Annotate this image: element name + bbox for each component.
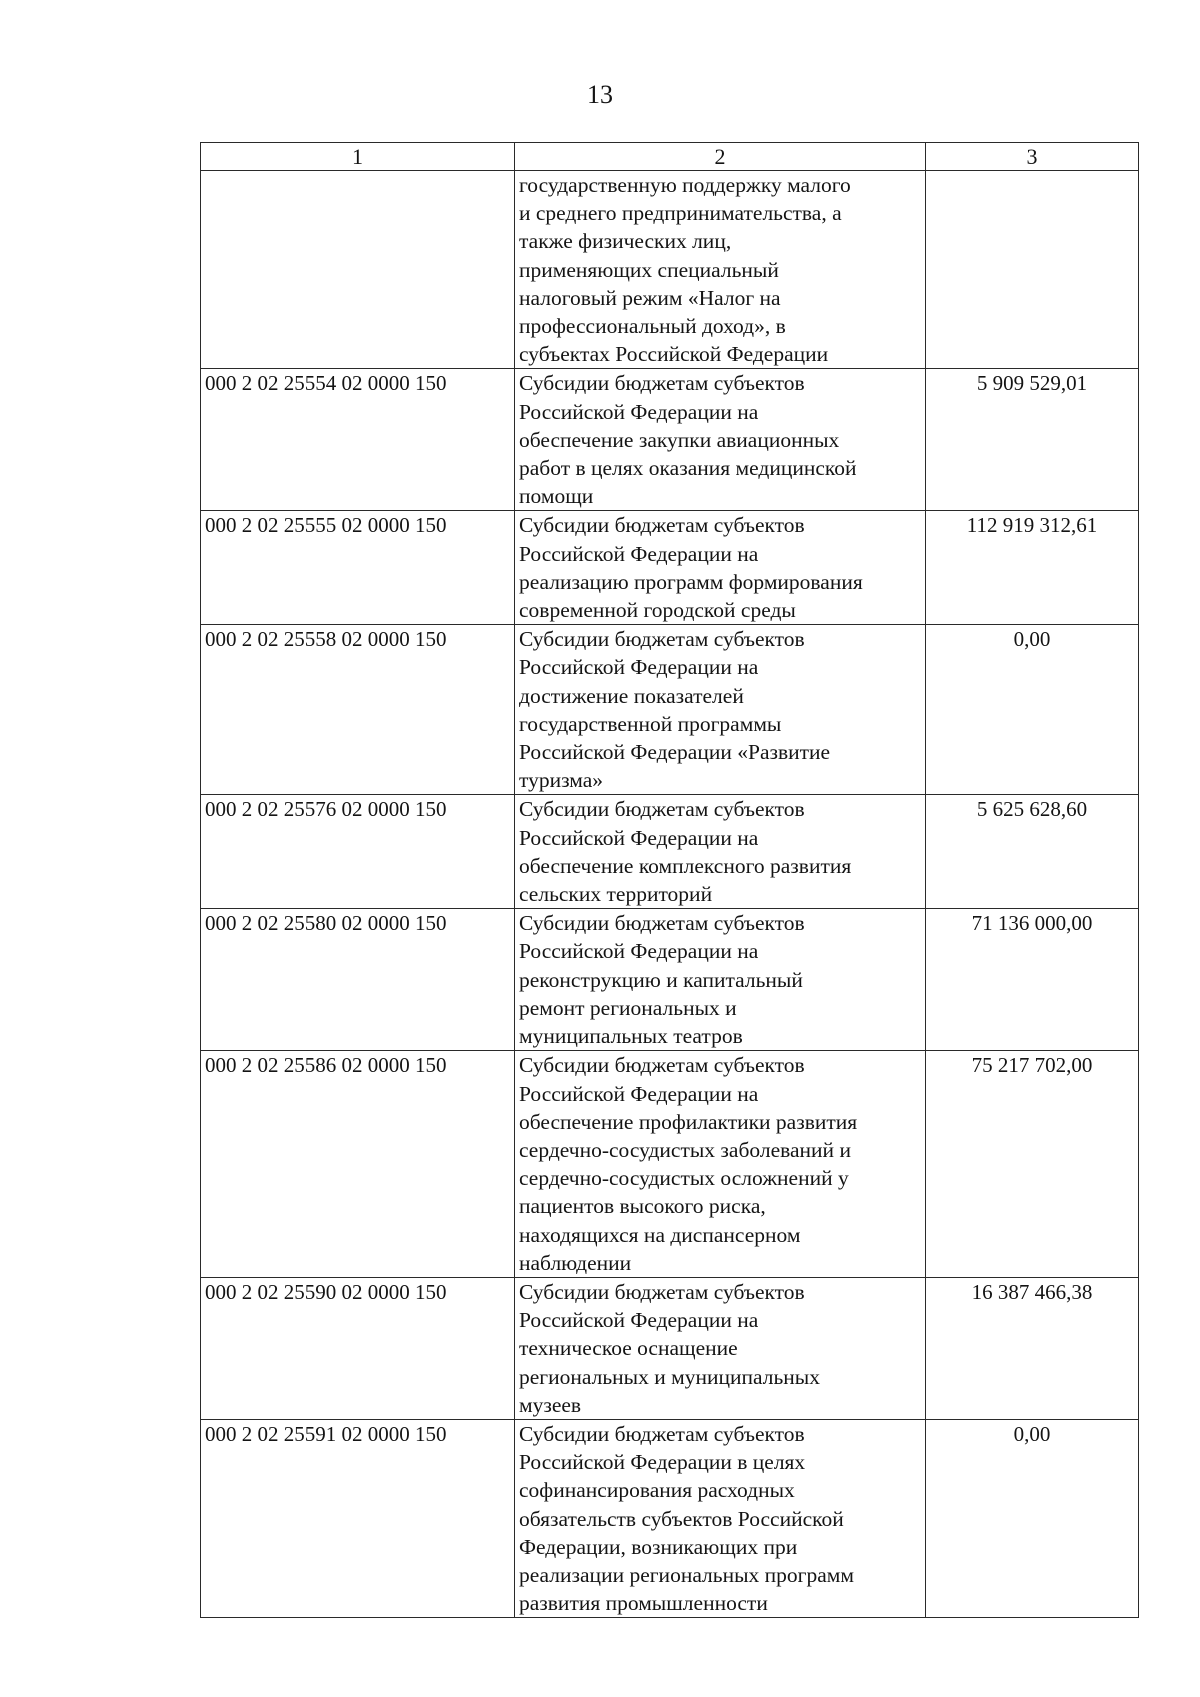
amount-value: 71 136 000,00 bbox=[926, 909, 1139, 1051]
description-line: государственную поддержку малого bbox=[519, 173, 851, 197]
revenue-description bbox=[515, 909, 926, 1051]
description-line: туризма» bbox=[519, 768, 604, 793]
classification-code: 000 2 02 25555 02 0000 150 bbox=[201, 511, 515, 625]
description-line: налоговый режим «Налог на bbox=[519, 285, 781, 310]
description-line: и среднего предпринимательства, а bbox=[519, 201, 842, 226]
description-line: муниципальных театров bbox=[519, 1024, 743, 1049]
description-line: Российской Федерации на bbox=[519, 825, 759, 850]
description-line: пациентов высокого риска, bbox=[519, 1194, 766, 1219]
table-row bbox=[201, 511, 1139, 625]
description-line: Российской Федерации на bbox=[519, 655, 759, 680]
description-line: Субсидии бюджетам субъектов bbox=[519, 797, 805, 822]
description-line: Российской Федерации на bbox=[519, 1308, 759, 1333]
description-line: обязательств субъектов Российской bbox=[519, 1506, 844, 1531]
revenue-description bbox=[515, 171, 926, 369]
description-line: субъектах Российской Федерации bbox=[519, 342, 829, 367]
table-header-row bbox=[201, 143, 1139, 171]
table-row bbox=[201, 909, 1139, 1051]
description-line: сердечно-сосудистых осложнений у bbox=[519, 1166, 849, 1191]
description-line: Субсидии бюджетам субъектов bbox=[519, 911, 805, 936]
table-body bbox=[201, 171, 1139, 1618]
description-line: музеев bbox=[519, 1392, 582, 1417]
description-line: также физических лиц, bbox=[519, 229, 732, 254]
description-line: обеспечение комплексного развития bbox=[519, 853, 852, 878]
table-row bbox=[201, 795, 1139, 909]
description-line: реконструкцию и капитальный bbox=[519, 967, 803, 992]
table-row bbox=[201, 1277, 1139, 1419]
description-line: применяющих специальный bbox=[519, 257, 779, 282]
description-line: реализацию программ формирования bbox=[519, 569, 863, 594]
description-line: сердечно-сосудистых заболеваний и bbox=[519, 1137, 851, 1162]
amount-value bbox=[926, 171, 1139, 369]
description-line: наблюдении bbox=[519, 1250, 632, 1275]
description-line: достижение показателей bbox=[519, 683, 744, 708]
description-line: Российской Федерации на bbox=[519, 541, 759, 566]
description-line: ремонт региональных и bbox=[519, 995, 737, 1020]
table-row bbox=[201, 625, 1139, 795]
amount-value: 16 387 466,38 bbox=[926, 1277, 1139, 1419]
classification-code: 000 2 02 25558 02 0000 150 bbox=[201, 625, 515, 795]
revenue-description bbox=[515, 369, 926, 511]
budget-revenue-table bbox=[200, 142, 1139, 1618]
description-line: работ в целях оказания медицинской bbox=[519, 456, 857, 481]
amount-value: 0,00 bbox=[926, 1419, 1139, 1617]
classification-code bbox=[201, 171, 515, 369]
amount-value: 5 625 628,60 bbox=[926, 795, 1139, 909]
description-line: развития промышленности bbox=[519, 1591, 768, 1616]
description-line: сельских территорий bbox=[519, 882, 713, 907]
description-line: обеспечение профилактики развития bbox=[519, 1109, 858, 1134]
description-line: техническое оснащение bbox=[519, 1336, 738, 1361]
description-line: региональных и муниципальных bbox=[519, 1364, 820, 1389]
description-line: современной городской среды bbox=[519, 598, 796, 623]
classification-code: 000 2 02 25591 02 0000 150 bbox=[201, 1419, 515, 1617]
table-row bbox=[201, 1051, 1139, 1278]
table-row bbox=[201, 1419, 1139, 1617]
description-line: Субсидии бюджетам субъектов bbox=[519, 1053, 805, 1078]
table-row bbox=[201, 171, 1139, 369]
description-line: Субсидии бюджетам субъектов bbox=[519, 627, 805, 652]
description-line: Российской Федерации «Развитие bbox=[519, 740, 831, 765]
revenue-description bbox=[515, 625, 926, 795]
description-line: софинансирования расходных bbox=[519, 1478, 795, 1503]
page-number: 13 bbox=[587, 80, 613, 109]
classification-code: 000 2 02 25580 02 0000 150 bbox=[201, 909, 515, 1051]
description-line: Субсидии бюджетам субъектов bbox=[519, 513, 805, 538]
description-line: реализации региональных программ bbox=[519, 1562, 854, 1587]
amount-value: 0,00 bbox=[926, 625, 1139, 795]
description-line: обеспечение закупки авиационных bbox=[519, 427, 840, 452]
column-header-1: 1 bbox=[201, 143, 515, 171]
description-line: Российской Федерации на bbox=[519, 399, 759, 424]
amount-value: 5 909 529,01 bbox=[926, 369, 1139, 511]
table-row bbox=[201, 369, 1139, 511]
description-line: Федерации, возникающих при bbox=[519, 1534, 798, 1559]
description-line: государственной программы bbox=[519, 711, 782, 736]
description-line: Субсидии бюджетам субъектов bbox=[519, 1279, 805, 1304]
description-line: Российской Федерации на bbox=[519, 1081, 759, 1106]
amount-value: 112 919 312,61 bbox=[926, 511, 1139, 625]
revenue-description bbox=[515, 795, 926, 909]
classification-code: 000 2 02 25554 02 0000 150 bbox=[201, 369, 515, 511]
description-line: Российской Федерации в целях bbox=[519, 1450, 806, 1475]
classification-code: 000 2 02 25586 02 0000 150 bbox=[201, 1051, 515, 1278]
column-header-2: 2 bbox=[515, 143, 926, 171]
revenue-description bbox=[515, 1051, 926, 1278]
revenue-description bbox=[515, 1277, 926, 1419]
description-line: профессиональный доход», в bbox=[519, 314, 786, 339]
description-line: находящихся на диспансерном bbox=[519, 1222, 801, 1247]
classification-code: 000 2 02 25576 02 0000 150 bbox=[201, 795, 515, 909]
description-line: Субсидии бюджетам субъектов bbox=[519, 371, 805, 396]
column-header-3: 3 bbox=[926, 143, 1139, 171]
amount-value: 75 217 702,00 bbox=[926, 1051, 1139, 1278]
classification-code: 000 2 02 25590 02 0000 150 bbox=[201, 1277, 515, 1419]
revenue-description bbox=[515, 511, 926, 625]
revenue-description bbox=[515, 1419, 926, 1617]
description-line: помощи bbox=[519, 484, 594, 509]
description-line: Российской Федерации на bbox=[519, 939, 759, 964]
description-line: Субсидии бюджетам субъектов bbox=[519, 1421, 805, 1446]
